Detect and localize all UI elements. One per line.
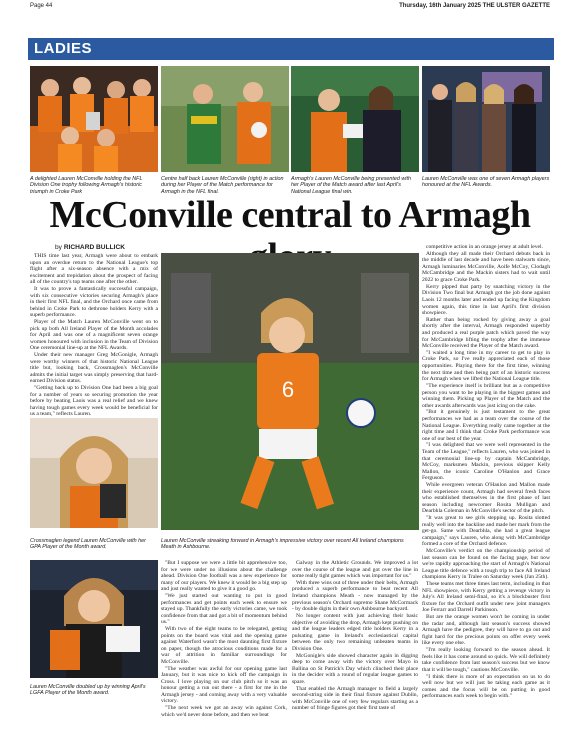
photo-nfl-final-action [161, 66, 289, 172]
caption-lgfa-award: Lauren McConville doubled up by winning April's LGFA Player of the Month award. [30, 684, 146, 697]
paragraph: No longer content with just achieving their basic objective of avoiding the drop, Armagh kept pushing on and the league leaders edged title holders Kerry in a pulsating game in Ireland's ecclesiastical capital between the only two remaining unbeaten teams in Division One. [292, 612, 418, 652]
paragraph: "It was great to see girls stepping up. Rosita slotted really well into the backline and made her mark from the get-go. Same with Dearbhla, she had a great league campaign," says Lauren, who along with McCambridge formed a core of the Orchard defence. [422, 515, 550, 548]
paragraph: "I waited a long time in my career to get to play in Croke Park, so I've really appreciated each of those opportunities. Playing there for the first time, winning the next time and then being part of an historic success for Armagh when we lifted the National League title. [422, 349, 550, 383]
paragraph: But are the orange women won't be coming in under the radar and, although last season's success showed Armagh have the pedigree, they will have to go out and fight hard for the precious points on offer every week like every one else. [422, 614, 550, 647]
paragraph: "We just started out wanting to put in good performances and get points each week to ensure we stayed up. Thankfully the early victories came, we took confidence from that and got a bit of momentum behind us." [161, 593, 287, 626]
paragraph: It was to prove a fantastically successful campaign, with six consecutive victories securing Armagh's place in their first NFL final, and the Orchard once came from behind in Croke Park to dethrone holders Kerry with a superb performance. [30, 286, 158, 319]
paragraph: Under their new manager Greg McGonigle, Armagh were worthy winners of that historic National League title but, looking back, Crossmaglen's McConville admits the initial target was simply preserving that hard-earned Division status. [30, 352, 158, 385]
paragraph: Kerry pipped that party by snatching victory in the Division Two final but Armagh got the job done against Laois 12 months later and ended up facing the Kingdom women again, this time in last April's first division showpiece. [422, 283, 550, 317]
photo-nfl-awards-group [422, 66, 550, 172]
page-number: Page 44 [30, 3, 53, 9]
caption-presentation: Armagh's Lauren McConville being presented with her Player of the Match award after last April's National League final win. [291, 176, 411, 195]
date-line: Thursday, 16th January 2025 THE ULSTER GAZETTE [399, 3, 550, 9]
paragraph: McGonigle's side showed character again in digging deep to come away with the victory over Mayo in Ballina on St Patrick's Day which clinched their place in the decider with a round of regular league games to spare. [292, 652, 418, 685]
article-column-bottom-2 [292, 560, 418, 726]
caption-gpa-award: Crossmaglen legend Lauren McConville with her GPA Player of the Month award. [30, 538, 146, 551]
paragraph: With three wins out of three under their belts, Armagh produced a superb performance to beat recent All Ireland champions Meath - now managed by the previous season's Orchard supremo Shane McCormack - by double digits in their own Ashbourne backyard. [292, 579, 418, 613]
photo-gpa-award [30, 418, 158, 528]
paragraph: "But I suppose we were a little bit apprehensive too, for we were under no illusions about the challenge ahead. Division One football was a new experience for many of our players. We knew it would be a big step up and just really wanted to give it a good go. [161, 560, 287, 593]
caption-nfl-final-action: Centre half back Lauren McConville (right) in action during her Player of the Match performance for Armagh in the NFL final. [161, 176, 284, 195]
paragraph: "I think there is more of an expectation on us to do well now but we will just be taking each game as it comes and the focus will be on putting in good performances each week to begin with." [422, 673, 550, 700]
paragraph: "The weather was awful for our opening game last January, but it was nice to kick off the campaign in Cross. I love playing on our club pitch so it was an honour getting a run out there - a first for me in the Armagh jersey - and coming away with a very valuable victory. [161, 665, 287, 705]
paragraph: "I'm really looking forward to the season ahead. It feels like it has come around so quick. We will definitely take confidence from last season's success but we know that it will be tough," cautions McConville. [422, 647, 550, 673]
photo-player-of-match-presentation [291, 66, 419, 172]
paragraph: "The experience itself is brilliant but as a competitive person you want to be playing in the biggest games and winning them. Picking up Player of the Match and the other awards afterwards was just icing on the cake. [422, 382, 550, 409]
paragraph: With two of the eight teams to be relegated, getting points on the board was vital and the opening game against Waterford wasn't the most daunting first fixture on paper, though the atrocious conditions made for a war of attrition in familiar surroundings for McConville. [161, 626, 287, 665]
author-name: RICHARD BULLICK [63, 244, 125, 251]
paragraph: Player of the Match Lauren McConville went on to pick up both All Ireland Player of the Month accolades for April and was one of a magnificent seven orange women honoured with inclusion in the Team of Division One ceremonial line-up at the NFL Awards. [30, 319, 158, 352]
byline-prefix: by [55, 244, 62, 251]
article-column-left [30, 253, 158, 416]
paragraph: competitive action in an orange jersey at adult level. [426, 244, 543, 250]
paragraph: THIS time last year, Armagh were about to embark upon an overdue return to the National League's top flight after a six-season absence with a mix of excitement and trepidation about the prospect of facing all of the country's top teams one after the other. [30, 253, 158, 286]
paragraph: McConville's verdict on the championship period of last season can be found on the facing page, but now we're rapidly approaching the start of Armagh's National League title defence with a tough trip to face All Ireland champions Kerry in Tralee on Saturday week (Jan 25th). [422, 548, 550, 581]
svg-text:6: 6 [281, 377, 295, 402]
photo-meath-action [161, 253, 419, 530]
paragraph: Although they all made their Orchard debuts back in the middle of last decade and have been stalwarts since, Armagh luminaries McConville, Aoife McCoy, Clodagh McCambridge and the Mackin sisters had to wait until 2022 to grace Croke Park. [422, 250, 550, 284]
section-title: LADIES [34, 40, 93, 57]
paragraph: These teams met three times last term, including in that NFL showpiece, with Kerry getting a revenge victory in July's All Ireland semi-final, so it's a blockbuster first fixture for the Orchard outfit under new joint managers Joe Ferrarr and Darrell Parkinson. [422, 581, 550, 614]
paragraph: "Getting back up to Division One had been a big goal for a number of years so securing promotion the year before by beating Laois was a real relief and we knew having tough games every week would be beneficial for us a team," reflects Lauren. [30, 385, 158, 416]
page-header [0, 0, 580, 12]
paragraph: Galway in the Athletic Grounds. We improved a lot over the course of the league and got over the line in some really tight games which was important for us." [292, 560, 418, 580]
photo-trophy-celebration [30, 66, 158, 172]
paragraph: Rather than being rocked by giving away a goal shortly after the interval, Armagh responded superbly and produced a real purple patch which paved the way for McCambridge lifting the trophy after the immense McConville received the Player of the Match award. [422, 316, 550, 350]
paragraph: That enabled the Armagh manager to field a largely second-string side in their final fixture against Dublin, with McConville one of very few regulars starting as a number of fringe figures got their first taste of [292, 685, 418, 712]
byline [55, 244, 125, 251]
caption-awards: Lauren McConville was one of seven Armagh players honoured at the NFL Awards. [422, 176, 550, 189]
caption-trophy: A delighted Lauren McConville holding the NFL Division One trophy following Armagh's historic triumph in Croke Park [30, 176, 143, 195]
section-band [28, 38, 554, 60]
photo-lgfa-award [30, 560, 158, 678]
article-column-bottom-1 [161, 560, 287, 726]
paragraph: While evergreen veteran O'Hanlon and Mallon made their experience count, Armagh had several fresh faces who established themselves in the first phase of last season including newcomer Rosita Mulligan and Dearbhla Coleman in McConville's sector of the pitch. [422, 482, 550, 515]
paragraph: "The next week we got an away win against Cork, which we'd never done before, and then we beat [161, 705, 287, 718]
article-headline: McConville central to Armagh [49, 194, 531, 236]
paragraph: "But it genuinely is just testament to the great performances we had as a team over the course of the National League. Everything really came together at the right time and I think that Croke Park performance was one of our best of the year. [422, 409, 550, 442]
article-column-right [422, 244, 550, 724]
paragraph: "I was delighted that we were well represented in the Team of the League," reflects Lauren, who was joined in that ceremonial line-up by captain McCambridge, McCoy, marksmen Mackin, previous skipper Kelly Mallon, the iconic Caroline O'Hanlon and Grace Ferguson. [422, 442, 550, 482]
caption-meath-action: Lauren McConville streaking forward in Armagh's impressive victory over recent All Ireland champions Meath in Ashbourne. [161, 538, 404, 551]
